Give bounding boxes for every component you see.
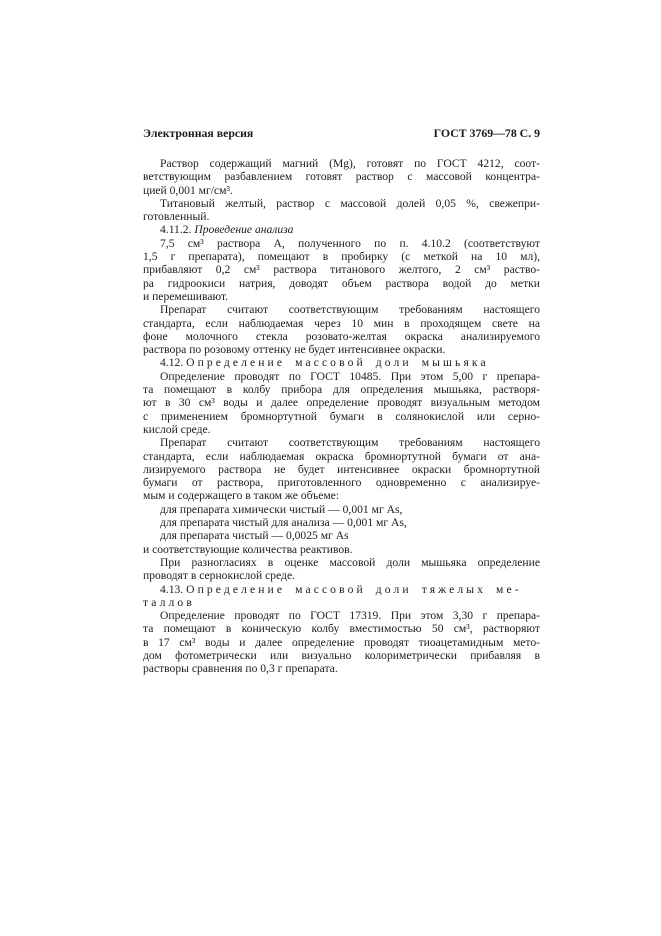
- text-line: Препарат считают соответствующим требованиям настоящего: [160, 303, 540, 317]
- text-line: та помещают в коническую колбу вместимостью 50 см³, растворяют: [143, 622, 540, 636]
- document-number-page: ГОСТ 3769—78 С. 9: [433, 126, 540, 140]
- text-line: растворы сравнения по 0,3 г препарата.: [143, 662, 338, 676]
- text-line: Препарат считают соответствующим требованиям настоящего: [160, 436, 540, 450]
- text-line: и перемешивают.: [143, 289, 229, 303]
- text-line: 1,5 г препарата), помещают в пробирку (с меткой на 10 мл),: [143, 250, 540, 264]
- list-item-pure: [143, 529, 540, 542]
- text-line: кислой среде.: [143, 422, 211, 436]
- document-sheet: [143, 127, 540, 676]
- text-line: и соответствующие количества реактивов.: [143, 542, 353, 556]
- subheading-line: 4.11.2. Проведение анализа: [160, 223, 294, 237]
- text-line: для препарата чистый для анализа — 0,001 мг As,: [160, 516, 407, 530]
- paragraph-conformity-criteria-arsenic: [143, 436, 540, 502]
- text-line: в 17 см³ воды и далее определение проводят тиоацетамидным мето-: [143, 635, 540, 649]
- text-line: прибавляют 0,2 см³ раствора титанового желтого, 2 см³ раство-: [143, 263, 540, 277]
- text-line: мым и содержащего в таком же объеме:: [143, 489, 340, 503]
- text-line: та помещают в колбу прибора для определения мышьяка, растворя-: [143, 383, 540, 397]
- text-line: Определение проводят по ГОСТ 10485. При этом 5,00 г препара-: [160, 369, 540, 383]
- text-line: для препарата чистый — 0,0025 мг As: [160, 529, 349, 543]
- text-line: дом фотометрически или визуально колориметрически прибавляя в: [143, 648, 540, 662]
- edition-label: Электронная версия: [143, 126, 254, 140]
- text-line: стандарта, если наблюдаемая через 10 мин в проходящем свете на: [143, 316, 540, 330]
- text-line: проводят в сернокислой среде.: [143, 569, 296, 583]
- heading-4-12-arsenic-mass-fraction: [143, 356, 540, 369]
- text-line: бумаги от раствора, приготовленного одновременно с анализируе-: [143, 476, 540, 490]
- list-item-chemically-pure: [143, 503, 540, 516]
- text-line: стандарта, если наблюдаемая окраска бромнортутной бумаги от ана-: [143, 449, 540, 463]
- text-line: цией 0,001 мг/см³.: [143, 183, 233, 197]
- text-line: для препарата химически чистый — 0,001 мг As,: [160, 502, 403, 516]
- text-line: фоне молочного стекла розовато-желтая окраска анализируемого: [143, 329, 540, 343]
- text-line: При разногласиях в оценке массовой доли мышьяка определение: [160, 555, 540, 569]
- list-item-pure-for-analysis: [143, 516, 540, 529]
- heading-4-11-2-analysis-procedure: [143, 223, 540, 236]
- heading-4-13-heavy-metals-mass-fraction: [143, 583, 540, 610]
- text-line: Раствор содержащий магний (Mg), готовят по ГОСТ 4212, соот-: [160, 157, 540, 170]
- paragraph-titanium-yellow: [143, 197, 540, 224]
- paragraph-disagreement-note: [143, 556, 540, 583]
- text-line: готовленный.: [143, 210, 210, 224]
- heading-line: 4.13. Определение массовой доли тяжелых ме-: [160, 582, 522, 596]
- paragraph-analysis-procedure: [143, 237, 540, 303]
- text-line: 7,5 см³ раствора А, полученного по п. 4.10.2 (соответствуют: [160, 236, 540, 250]
- text-line: ра гидроокиси натрия, доводят объем раствора водой до метки: [143, 276, 540, 290]
- text-line: ют в 30 см³ воды и далее определение проводят визуальным методом: [143, 396, 540, 410]
- text-line: с применением бромнортутной бумаги в солянокислой или серно-: [143, 409, 540, 423]
- paragraph-corresponding-reagents: [143, 543, 540, 556]
- paragraph-magnesium-solution: [143, 157, 540, 197]
- paragraph-conformity-criteria-magnesium: [143, 303, 540, 356]
- text-line: Определение проводят по ГОСТ 17319. При этом 3,30 г препара-: [160, 609, 540, 623]
- text-line: раствора по розовому оттенку не будет интенсивнее окраски.: [143, 343, 446, 357]
- heading-line: 4.12. Определение массовой доли мышьяка: [160, 356, 489, 370]
- paragraph-arsenic-determination: [143, 370, 540, 436]
- document-body: [143, 157, 540, 676]
- heading-line: таллов: [143, 595, 195, 609]
- paragraph-heavy-metals-determination: [143, 609, 540, 675]
- page-header: [143, 127, 540, 140]
- text-line: ветствующим разбавлением готовят раствор с массовой концентра-: [143, 170, 540, 184]
- text-line: Титановый желтый, раствор с массовой долей 0,05 %, свежепри-: [160, 196, 540, 210]
- text-line: лизируемого раствора не будет интенсивнее окраски бромнортутной: [143, 462, 540, 476]
